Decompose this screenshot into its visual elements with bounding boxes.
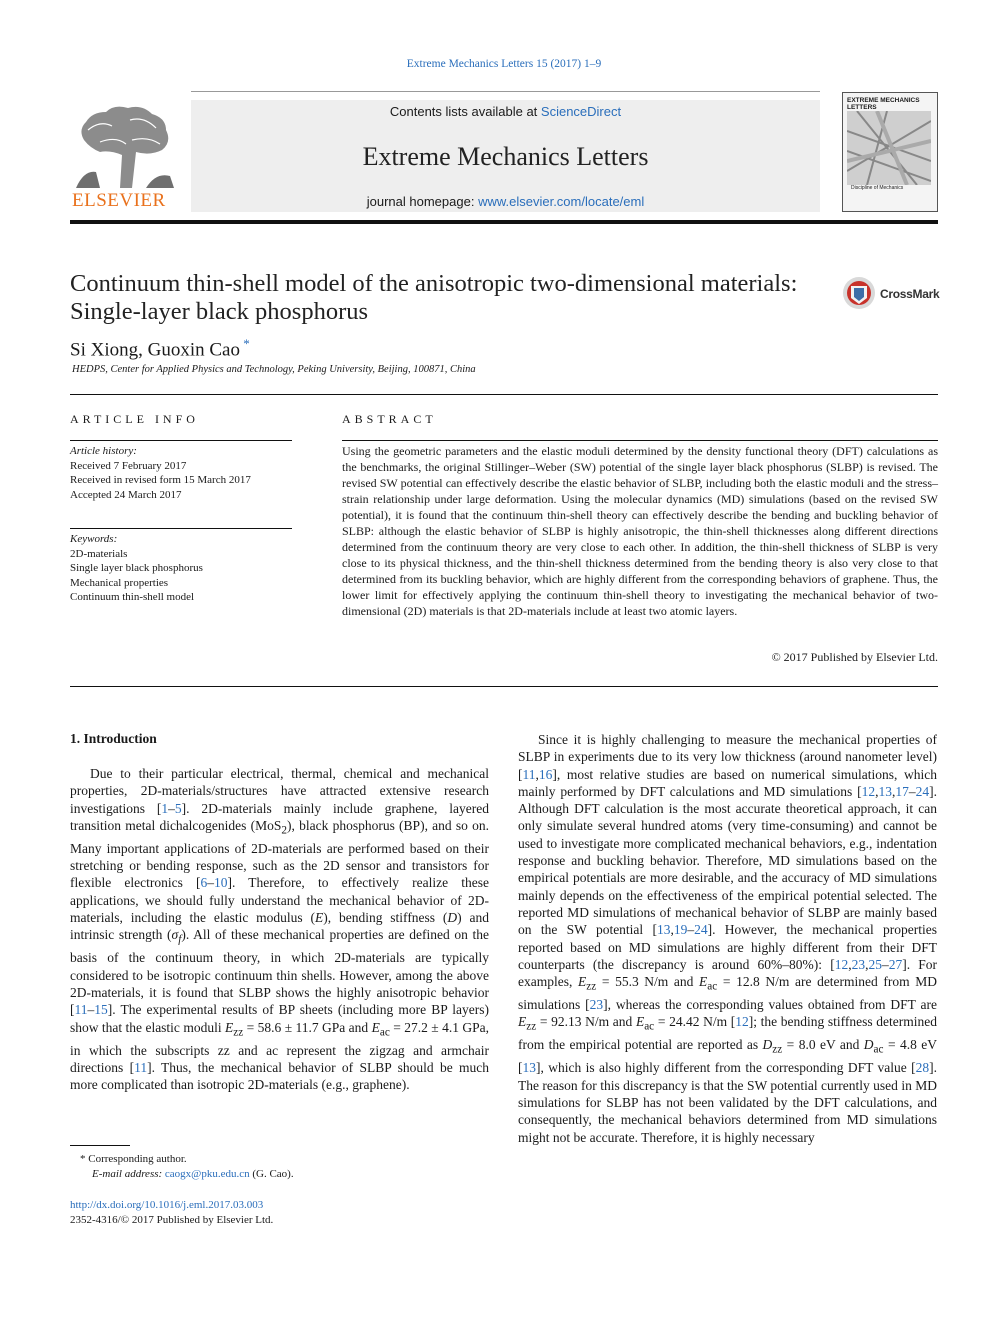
abstract-rule xyxy=(342,440,938,441)
crossmark-icon xyxy=(842,276,876,310)
email-suffix: (G. Cao). xyxy=(249,1167,294,1180)
elsevier-tree-icon xyxy=(70,100,180,190)
journal-homepage-link[interactable]: www.elsevier.com/locate/eml xyxy=(478,194,645,209)
intro-paragraph-left: Due to their particular electrical, thermal, chemical and mechanical properties, 2D-materials/structures have attracted extensive research investigations [1–5]. 2D-materials mainly include graphene, layered transition metal dichalcogenides (MoS$_2$), black phosphorus (BP), and so on. Many important applications of 2D-materials are performed based on their stretching or bending response, such as the 2D sensor and transistors for flexible electronics [6–10]. Therefore, to effectively realize these applications, we should fully understand the mechanical behavior of 2D-materials, including the elastic modulus (E), bending stiffness (D) and intrinsic strength $(\sigma_f)$. All of these mechanical properties are defined on the basis of the continuum theory, in which 2D-materials are typically considered to be isotropic continuum thin shells. However, among the above 2D-materials, it is found that SLBP shows the highly anisotropic behavior [11–15]. The experimental results of BP sheets (including more BP layers) show that the elastic moduli $E_{zz} = 58.6 \pm 11.7$ GPa and $E_{ac} = 27.2 \pm 4.1$ GPa, in which the subscripts zz and ac represent the zigzag and armchair directions [11]. Thus, the mechanical behavior of SLBP should be much more complicated than isotropic 2D-materials (e.g., graphene). xyxy=(70,766,490,1093)
cover-caption: Discipline of Mechanics xyxy=(851,185,904,191)
citation-link[interactable]: 25 xyxy=(868,956,882,972)
history-item: Received in revised form 15 March 2017 xyxy=(70,474,251,486)
keyword: Single layer black phosphorus xyxy=(70,562,203,574)
footnote-mark: * xyxy=(80,1153,86,1165)
keyword: Continuum thin-shell model xyxy=(70,591,195,603)
citation-link[interactable]: 19 xyxy=(673,922,688,938)
citation-link[interactable]: 24 xyxy=(694,922,708,938)
citation-link[interactable]: 27 xyxy=(888,956,903,972)
contents-prefix: Contents lists available at xyxy=(389,104,541,119)
author-list xyxy=(70,336,250,361)
sciencedirect-link[interactable]: ScienceDirect xyxy=(540,104,622,119)
abstract-bottom-rule xyxy=(70,686,938,687)
citation-link[interactable]: 15 xyxy=(94,1002,108,1018)
contents-line xyxy=(191,104,820,119)
homepage-prefix: journal homepage: xyxy=(366,194,479,209)
doi-link[interactable]: http://dx.doi.org/10.1016/j.eml.2017.03.003 xyxy=(70,1199,264,1211)
affiliation: HEDPS, Center for Applied Physics and Technology, Peking University, Beijing, 100871, China xyxy=(72,364,476,375)
keyword: 2D-materials xyxy=(70,547,128,560)
article-history xyxy=(70,444,292,502)
issn-copyright: 2352-4316/© 2017 Published by Elsevier Ltd. xyxy=(70,1213,274,1226)
authors: Si Xiong, Guoxin Cao xyxy=(70,339,240,361)
email-link[interactable]: caogx@pku.edu.cn xyxy=(164,1167,250,1180)
journal-banner xyxy=(191,100,820,212)
journal-reference[interactable]: Extreme Mechanics Letters 15 (2017) 1–9 xyxy=(406,58,602,70)
article-info-heading: ARTICLE INFO xyxy=(70,412,199,426)
article-title: Continuum thin-shell model of the anisotropic two-dimensional materials: Single-layer black phosphorus xyxy=(70,270,798,325)
elsevier-logo xyxy=(70,100,180,212)
citation-link[interactable]: 11 xyxy=(74,1002,88,1018)
footnote-rule xyxy=(70,1145,130,1146)
citation-link[interactable]: 11 xyxy=(134,1059,148,1075)
citation-link[interactable]: 13 xyxy=(878,783,892,799)
intro-paragraph-right: Since it is highly challenging to measure the mechanical properties of SLBP in experiments due to its very low thickness (around nanometer level) [11,16], most relative studies are based on numerical simulations, which mainly performed by DFT calculations and MD simulations [12,13,17–24]. Although DFT calculation is the most accurate theoretical approach, it can only simulate several hundred atoms (very time-consuming) and cannot be used to investigate more complicated mechanical behaviors, e.g., indentation response and buckling behavior. Therefore, MD simulations based on the empirical potentials are more desirable, and the accuracy of MD simulations mainly depends on the effectiveness of the empirical potential selected. The reported MD simulations of mechanical behavior of SLBP are mainly based on the SW potential [13,19–24]. However, the mechanical properties reported based on MD simulations are highly different from their DFT counterparts (the discrepancy is around 60%–80%): [12,23,25–27]. For examples, $E_{zz} = 55.3$ N/m and $E_{ac} = 12.8$ N/m are determined from MD simulations [23], whereas the corresponding values obtained from DFT are $E_{zz} = 92.13$ N/m and $E_{ac} = 24.42$ N/m [12]; the bending stiffness determined from the empirical potential are reported as $D_{zz} = 8.0$ eV and $D_{ac} = 4.8$ eV [13], which is also highly different from the corresponding DFT value [28]. The reason for this discrepancy is that the SW potential currently used in MD simulations for SLBP has not been validated by the DFT calculations, and consequently, the mechanical behaviors determined from MD simulations might not be accurate. Therefore, it is highly necessary xyxy=(518,732,938,1145)
abstract-heading: ABSTRACT xyxy=(342,412,437,426)
corresponding-author-note: Corresponding author. xyxy=(85,1153,187,1165)
article-info-rule xyxy=(70,440,292,441)
crossmark-label: CrossMark xyxy=(880,287,940,301)
citation-link[interactable]: 12 xyxy=(861,783,876,799)
journal-header xyxy=(70,92,938,220)
header-bottom-rule xyxy=(70,220,938,224)
keyword: Mechanical properties xyxy=(70,576,169,589)
citation-link[interactable]: 23 xyxy=(589,997,604,1013)
abstract-text: Using the geometric parameters and the elastic moduli determined by the density functional theory (DFT) calculations as the benchmarks, the original Stillinger–Weber (SW) potential of the single layer black phosphorus (SLBP) is revised. The revised SW potential can effectively describe the elastic behavior of SLBP, including both the elastic moduli and the stress–strain relationship under large deformation. Using the molecular dynamics (MD) simulations (based on the revised SW potential), it is found that the continuum thin-shell theory can effectively describe the bending and buckling behavior of SLBP: although the elastic behavior of SLBP is highly anisotropic, the thin-shell thicknesses along different directions determined from the continuum theory are very close to each other. In addition, the thin-shell thickness of SLBP is very close to its physical thickness, and the thin-shell thickness determined from the bending theory is also very close to that determined from its buckling behavior, which are highly different from the corresponding behaviors of graphene. Thus, the lower limit for effectively applying the continuum thin-shell theory to investigating the mechanical behavior of two-dimensional (2D) materials is that 2D-materials include at least two atomic layers. xyxy=(342,444,938,618)
keywords-rule xyxy=(70,528,292,529)
keywords xyxy=(70,532,292,605)
history-item: Received 7 February 2017 xyxy=(70,459,187,472)
citation-link[interactable]: 12 xyxy=(735,1014,749,1030)
citation-link[interactable]: 1 xyxy=(161,800,169,816)
citation-link[interactable]: 23 xyxy=(851,956,866,972)
citation-link[interactable]: 28 xyxy=(915,1060,930,1076)
citation-link[interactable]: 12 xyxy=(834,956,849,972)
homepage-line xyxy=(191,194,820,209)
title-rule xyxy=(70,394,938,395)
cover-art xyxy=(847,111,931,185)
email-label: E-mail address: xyxy=(92,1167,165,1180)
footnote xyxy=(70,1152,294,1181)
citation-link[interactable]: 24 xyxy=(915,783,930,799)
citation-link[interactable]: 17 xyxy=(895,783,909,799)
corresponding-author-mark[interactable]: * xyxy=(239,336,250,351)
section-heading-introduction: 1. Introduction xyxy=(70,731,157,746)
citation-link[interactable]: 11 xyxy=(522,766,536,782)
citation-link[interactable]: 16 xyxy=(538,766,553,782)
keywords-label: Keywords: xyxy=(70,533,118,545)
journal-title: Extreme Mechanics Letters xyxy=(362,142,649,171)
history-label: Article history: xyxy=(70,445,137,457)
elsevier-wordmark: ELSEVIER xyxy=(72,190,166,211)
cover-title: EXTREME MECHANICS LETTERS xyxy=(847,97,920,111)
journal-cover-image[interactable] xyxy=(842,92,938,212)
doi-block xyxy=(70,1198,273,1227)
citation-link[interactable]: 6 xyxy=(200,875,208,891)
crossmark-badge[interactable] xyxy=(842,276,942,312)
citation-link[interactable]: 13 xyxy=(657,922,671,938)
citation-link[interactable]: 10 xyxy=(213,875,228,891)
abstract-copyright: © 2017 Published by Elsevier Ltd. xyxy=(771,650,938,664)
history-item: Accepted 24 March 2017 xyxy=(70,488,182,501)
citation-link[interactable]: 5 xyxy=(174,800,182,816)
citation-link[interactable]: 13 xyxy=(522,1060,536,1076)
